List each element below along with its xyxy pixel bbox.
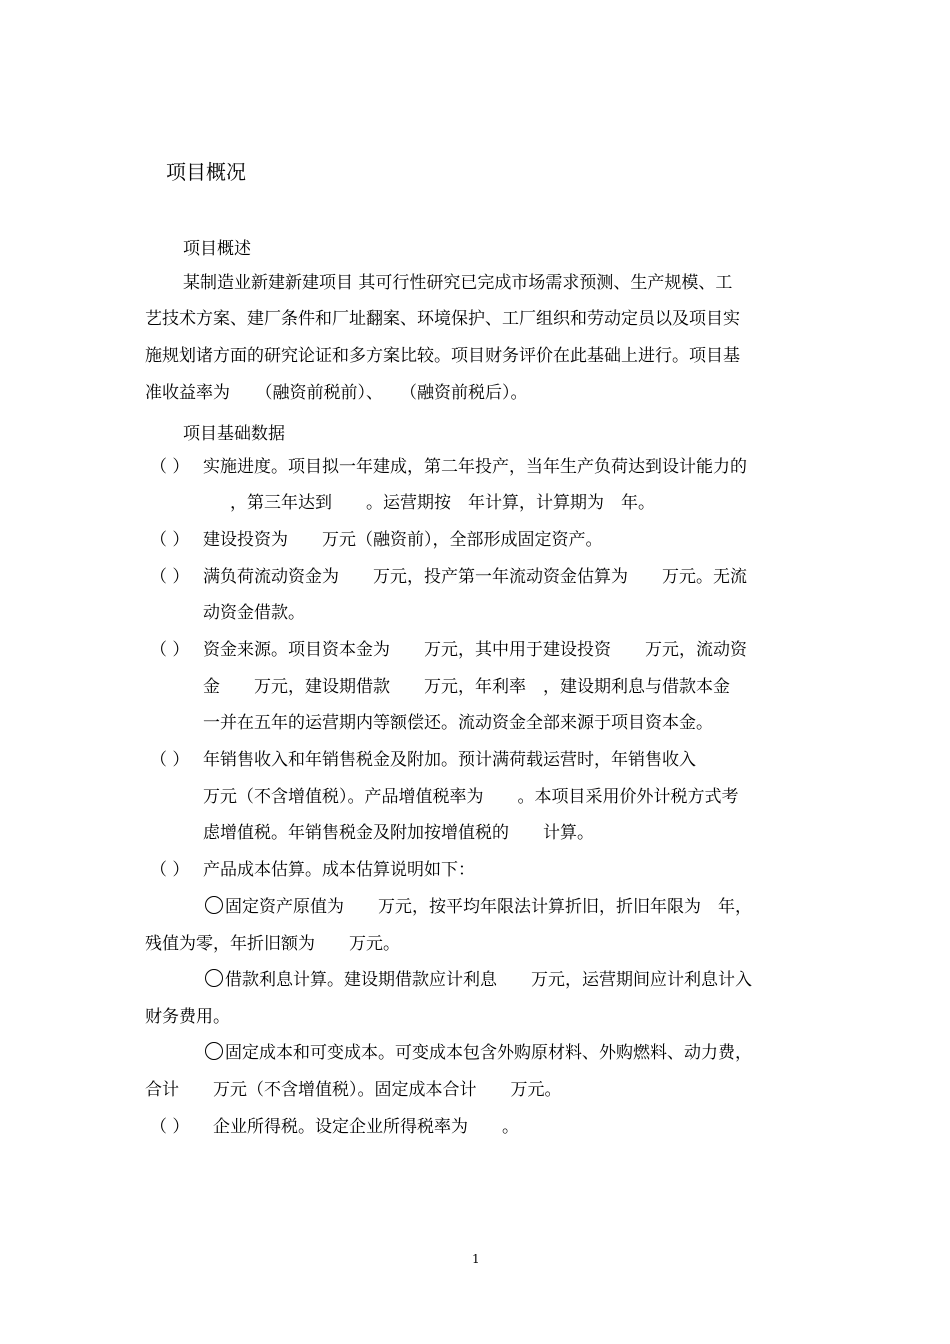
item-working-capital-line: 动资金借款。	[203, 603, 305, 623]
sub-depreciation-line: 残值为零，年折旧额为 万元。	[145, 934, 400, 954]
sub-fixed-variable-cost-line: 固定成本和可变成本。可变成本包含外购原材料、外购燃料、动力费，	[205, 1042, 752, 1064]
item-income-tax-line: 企业所得税。设定企业所得税率为 。	[213, 1117, 519, 1137]
circle-bullet-icon	[205, 1042, 223, 1060]
item-marker: （ ）	[150, 640, 190, 660]
circle-bullet-icon	[205, 896, 223, 914]
item-funding-line: 一并在五年的运营期内等额偿还。流动资金全部来源于项目资本金。	[203, 713, 713, 733]
item-schedule-line: ，第三年达到 。运营期按 年计算，计算期为 年。	[230, 493, 655, 513]
item-working-capital-line: 满负荷流动资金为 万元，投产第一年流动资金估算为 万元。无流	[203, 567, 747, 587]
sub-fixed-variable-cost-line: 合计 万元（不含增值税）。固定成本合计 万元。	[145, 1080, 562, 1100]
item-marker: （ ）	[150, 1117, 190, 1137]
overview-line: 准收益率为 （融资前税前）、 （融资前税后）。	[145, 383, 528, 403]
item-marker: （ ）	[150, 530, 190, 550]
item-sales-line: 年销售收入和年销售税金及附加。预计满荷载运营时，年销售收入	[203, 750, 696, 770]
circle-bullet-icon	[205, 969, 223, 987]
page-number: 1	[472, 1252, 480, 1266]
sub-interest-line: 财务费用。	[145, 1007, 230, 1027]
item-sales-line: 万元（不含增值税）。产品增值税率为 。本项目采用价外计税方式考	[203, 787, 739, 807]
sub-depreciation-line: 固定资产原值为 万元，按平均年限法计算折旧，折旧年限为 年，	[205, 896, 752, 918]
item-sales-line: 虑增值税。年销售税金及附加按增值税的 计算。	[203, 823, 594, 843]
overview-line: 艺技术方案、建厂条件和厂址翻案、环境保护、工厂组织和劳动定员以及项目实	[145, 309, 740, 329]
section-heading-basic-data: 项目基础数据	[183, 424, 285, 444]
item-funding-line: 金 万元，建设期借款 万元，年利率 ，建设期利息与借款本金	[203, 677, 730, 697]
page-title: 项目概况	[166, 160, 246, 184]
item-marker: （ ）	[150, 567, 190, 587]
overview-line: 某制造业新建新建项目 其可行性研究已完成市场需求预测、生产规模、工	[183, 273, 733, 293]
item-marker: （ ）	[150, 457, 190, 477]
item-marker: （ ）	[150, 750, 190, 770]
item-investment-line: 建设投资为 万元（融资前），全部形成固定资产。	[203, 530, 603, 550]
sub-interest-line: 借款利息计算。建设期借款应计利息 万元，运营期间应计利息计入	[205, 969, 752, 991]
item-schedule-line: 实施进度。项目拟一年建成，第二年投产，当年生产负荷达到设计能力的	[203, 457, 747, 477]
item-funding-line: 资金来源。项目资本金为 万元，其中用于建设投资 万元，流动资	[203, 640, 747, 660]
item-marker: （ ）	[150, 860, 190, 880]
overview-line: 施规划诸方面的研究论证和多方案比较。项目财务评价在此基础上进行。项目基	[145, 346, 740, 366]
item-cost-line: 产品成本估算。成本估算说明如下：	[203, 860, 475, 880]
section-heading-overview: 项目概述	[183, 239, 251, 259]
